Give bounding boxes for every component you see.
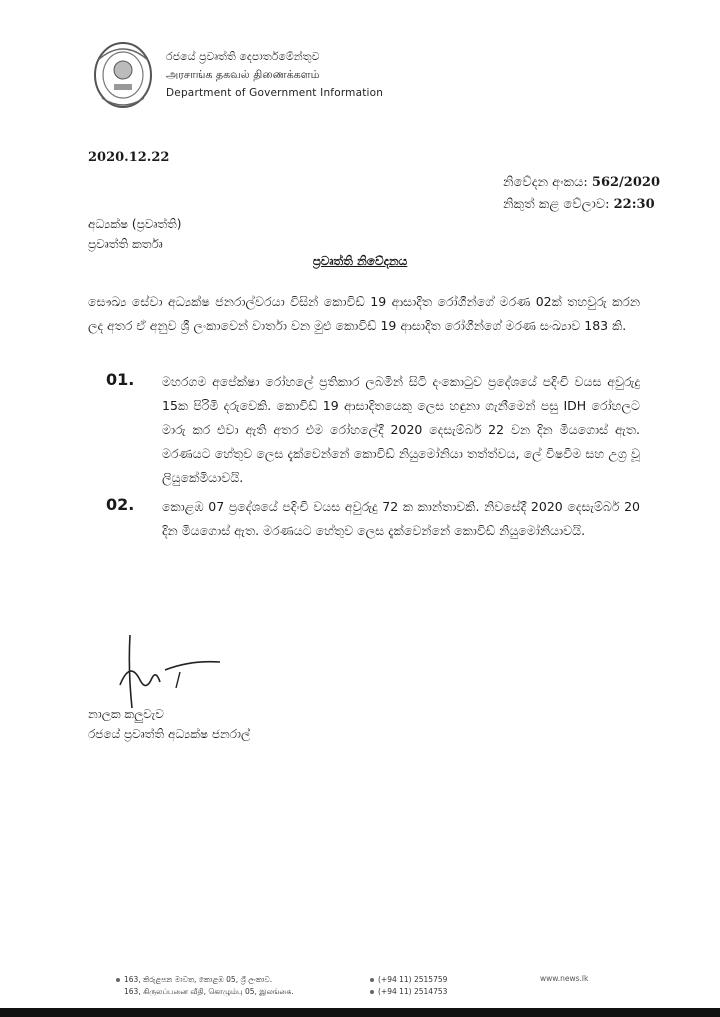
- footer-website: www.news.lk: [540, 974, 589, 983]
- signer-name: නාලක කලුවැව: [88, 707, 164, 721]
- release-time: 22:30: [613, 197, 655, 212]
- release-time-label: නිකුත් කළ වේලාව:: [502, 197, 610, 212]
- footer-address-line: [116, 974, 294, 986]
- letterhead: [92, 40, 422, 112]
- footer-address: [116, 974, 294, 998]
- release-number-line: [503, 172, 660, 194]
- scan-edge-band: [0, 1008, 720, 1017]
- fax-icon: [370, 990, 374, 994]
- item-number: 01.: [106, 370, 135, 389]
- bullet-icon: [116, 978, 120, 982]
- release-date: 2020.12.22: [88, 150, 170, 165]
- release-title: ප්‍රවෘත්ති නිවේදනය: [312, 254, 408, 268]
- release-meta: [503, 172, 660, 216]
- release-time-line: [503, 194, 660, 216]
- item-text: කොළඹ 07 ප්‍රදේශයේ පදිංචි වයස අවුරුදු 72 ක කාන්තාවකි. නිවසේදී 2020 දෙසැම්බර් 20 දින මියගොස් ඇත. මරණයට හේතුව ලෙස දැක්වෙන්නේ කොවිඩ් නියුමෝනියාවයි.: [162, 499, 640, 538]
- addressee-line-1: අධ්‍යක්ෂ (ප්‍රවෘත්ති): [88, 217, 182, 231]
- signer-block: [88, 704, 250, 744]
- government-emblem-icon: [92, 40, 154, 110]
- phone-number: (+94 11) 2515759: [378, 975, 448, 984]
- footer-address-line: [116, 986, 294, 998]
- department-name-block: [166, 48, 383, 102]
- item-number: 02.: [106, 495, 135, 514]
- release-number: 562/2020: [591, 175, 660, 190]
- intro-paragraph: සෞඛ්‍ය සේවා අධ්‍යක්ෂ ජනරාල්වරයා විසින් කොවිඩ් 19 ආසාදිත රෝගීන්ගේ මරණ 02ක් තහවුරු කරන ලද අතර ඒ අනුව ශ්‍රී ලංකාවෙන් වාර්තා වන මුළු කොවිඩ් 19 ආසාදිත රෝගීන්ගේ මරණ සංඛ්‍යාව 183 කි.: [88, 294, 640, 333]
- department-name-english: Department of Government Information: [166, 87, 384, 99]
- footer-phones: [370, 974, 447, 998]
- release-number-label: නිවේදන අංකය:: [502, 175, 588, 190]
- handwritten-signature: [110, 630, 230, 710]
- addressee-line-2: ප්‍රවෘත්ති කර්තෘ: [88, 237, 163, 251]
- footer: [0, 970, 720, 1010]
- department-name-tamil: அரசாங்க தகவல் திணைக்களம்: [166, 68, 320, 81]
- phone-icon: [370, 978, 374, 982]
- signer-title: රජයේ ප්‍රවෘත්ති අධ්‍යක්ෂ ජනරාල්: [88, 727, 251, 741]
- address-tamil: 163, கிருலப்பனை வீதி, கொழும்பு 05, இலங்கை.: [124, 987, 294, 996]
- phone-line: [370, 986, 447, 998]
- item-text: මහරගම අපේක්ෂා රෝහලේ ප්‍රතිකාර ලබමින් සිටි දංකොටුව ප්‍රදේශයේ පදිංචි වයස අවුරුදු 15ක පිරිමි දරුවෙකි. කොවිඩ් 19 ආසාදිතයෙකු ලෙස හඳුනා ගැනීමෙන් පසු IDH රෝහලට මාරු කර එවා ඇති අතර එම රෝහලේදී 2020 දෙසැම්බර් 22 වන දින මියගොස් ඇත. මරණයට හේතුව ලෙස දැක්වෙන්නේ කොවිඩ් නියුමෝනියා තත්ත්වය, ලේ විෂවීම සහ උග්‍ර වූ ලියුකේමියාවයි.: [162, 374, 640, 485]
- department-name-sinhala: රජයේ ප්‍රවෘත්ති දෙපාර්තමේන්තුව: [166, 50, 320, 63]
- fax-number: (+94 11) 2514753: [378, 987, 448, 996]
- death-item: [106, 495, 640, 543]
- death-item: [106, 370, 640, 490]
- addressee-block: [88, 214, 181, 254]
- phone-line: [370, 974, 447, 986]
- address-sinhala: 163, කිරුළපන මාවත, කොළඹ 05, ශ්‍රී ලංකාව.: [124, 975, 273, 984]
